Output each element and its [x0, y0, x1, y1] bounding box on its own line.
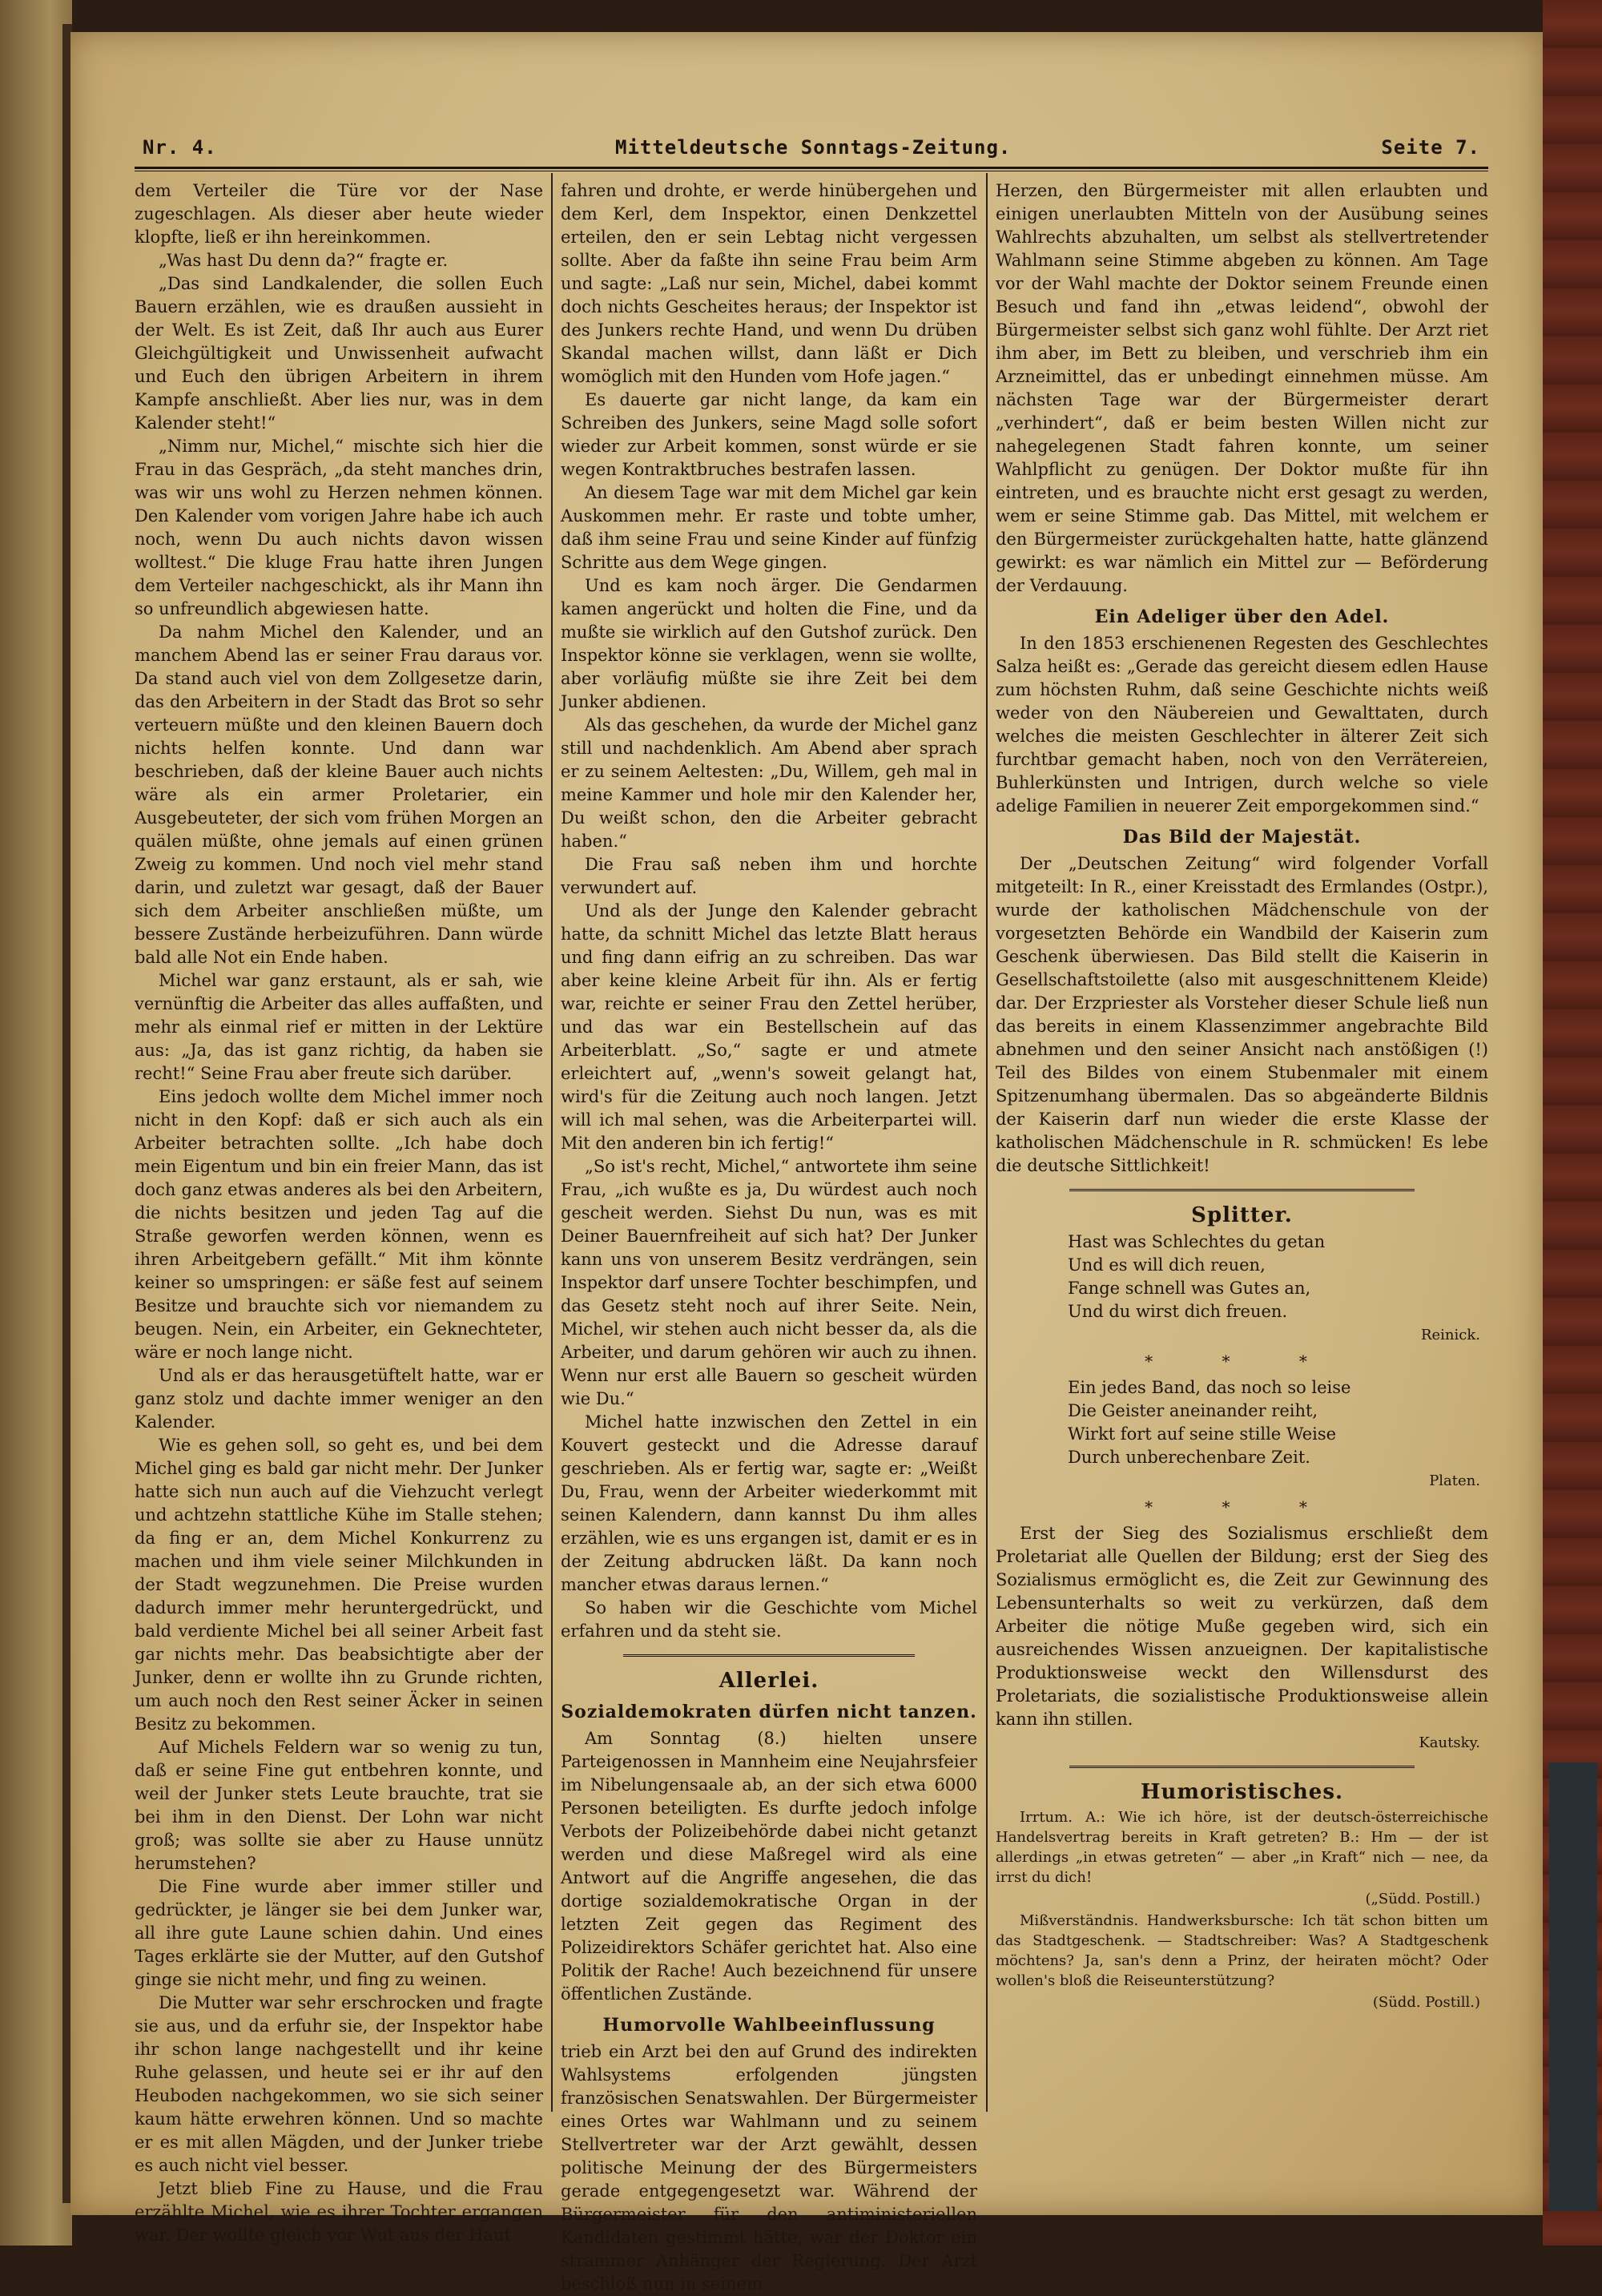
- section-separator: [1069, 1766, 1415, 1770]
- paragraph: An diesem Tage war mit dem Michel gar kein Auskommen mehr. Er raste und tobte umher, daß ihm seine Frau und seine Kinder auf fünfzig Schritte aus dem Wege gingen.: [561, 483, 977, 572]
- section-separator: [623, 1654, 915, 1658]
- paragraph: Die Fine wurde aber immer stiller und gedrückter, je länger sie bei dem Junker war, all ihre gute Laune schien dahin. Und eines Tages erklärte sie der Mutter, auf den Gutshof ginge sie nicht mehr, und fing zu weinen.: [135, 1877, 543, 1989]
- section-separator: [1069, 1189, 1415, 1193]
- poem-line: Hast was Schlechtes du getan: [1068, 1232, 1326, 1251]
- joke-source: (Südd. Postill.): [1372, 1994, 1480, 2011]
- joke-irrtum: Irrtum. A.: Wie ich höre, ist der deutsch-österreichische Handelsvertrag bereits in Kraft getreten? B.: Hm — der ist allerdings „in etwas getreten“ — aber „in Kraft“ nich — nee, da irrst du dich!: [996, 1809, 1488, 1886]
- column-rule-2: [986, 173, 988, 2112]
- article-title-majestaet: Das Bild der Majestät.: [1122, 827, 1362, 848]
- paragraph: Erst der Sieg des Sozialismus erschließt dem Proletariat alle Quellen der Bildung; erst der Sieg des Sozialismus ermöglicht es, die Zeit zur Gewinnung des Lebensunterhalts so weit zu verkürzen, daß dem Arbeiter die nötige Muße gegeben wird, sich ein ausreichendes Wissen anzueignen. Der kapitalistische Produktionsweise weckt den Willensdurst des Proletariats, die sozialistische Produktionsweise allein kann ihn stillen.: [996, 1524, 1488, 1729]
- poem-line: Und es will dich reuen,: [1068, 1255, 1266, 1275]
- paragraph: Die Frau saß neben ihm und horchte verwundert auf.: [561, 855, 977, 897]
- section-title-splitter: Splitter.: [1191, 1203, 1293, 1227]
- paragraph: Es dauerte gar nicht lange, da kam ein Schreiben des Junkers, seine Magd solle sofort wieder zur Arbeit kommen, sonst würde er sie wegen Kontraktbruches bestrafen lassen.: [561, 390, 977, 479]
- poem-platen: [996, 1376, 1488, 1469]
- paragraph: „So ist's recht, Michel,“ antwortete ihm seine Frau, „ich wußte es ja, Du würdest auch noch gescheit werden. Siehst Du nun, was es mit Deiner Bauernfreiheit auf sich hat? Der Junker kann uns von unserem Besitz verdrängen, sein Inspektor darf unsere Tochter beschimpfen, und das Gesetz steht noch auf ihrer Seite. Nein, Michel, wir stehen auch nicht besser da, als die Arbeiter, und darum gehören wir auch zu ihnen. Wenn nur erst alle Bauern so gescheit würden wie Du.“: [561, 1157, 977, 1408]
- paragraph: Am Sonntag (8.) hielten unsere Parteigenossen in Mannheim eine Neujahrsfeier im Nibelungensaale ab, an der sich etwa 6000 Personen beteiligten. Es durfte jedoch infolge Verbots der Polizeibehörde dabei nicht getanzt werden und diese Maßregel wird als eine Antwort auf die Angriffe angesehen, die das dortige sozialdemokratische Organ in der letzten Zeit gegen das Regiment des Polizeidirektors Schäfer gerichtet hat. Also eine Politik der Rache! Auch bezeichnend für unsere öffentlichen Zustände.: [561, 1729, 977, 2004]
- quote-author: Kautsky.: [1419, 1734, 1480, 1751]
- paragraph: Da nahm Michel den Kalender, und an manchem Abend las er seiner Frau daraus vor. Da stand auch viel von dem Zollgesetze darin, das den Arbeitern in der Stadt das Brot so sehr verteuern müßte und den kleinen Bauern doch nichts helfen konnte. Und dann war beschrieben, daß der kleine Bauer auch nichts wäre als ein armer Proletarier, ein Ausgebeuteter, der sich vom frühen Morgen an quälen müßte, ohne jemals auf einen grünen Zweig zu kommen. Und noch viel mehr stand darin, und zuletzt war gesagt, daß der Bauer sich dem Arbeiter anschließen müßte, um bessere Zustände herbeizuführen. Dann würde bald alle Not ein Ende haben.: [135, 622, 543, 967]
- paragraph: Und als er das herausgetüftelt hatte, war er ganz stolz und dachte immer weniger an den Kalender.: [135, 1366, 543, 1432]
- section-title-allerlei: Allerlei.: [718, 1669, 819, 1693]
- paragraph: Eins jedoch wollte dem Michel immer noch nicht in den Kopf: daß er sich auch als ein Arbeiter betrachten sollte. „Ich habe doch mein Eigentum und bin ein freier Mann, das ist doch ganz etwas anderes als bei den Arbeitern, die nichts besitzen und jeden Tag auf die Straße geworfen werden können, wenn es ihren Arbeitgebern gefällt.“ Mit ihm könnte keiner so umspringen: er säße fest auf seinem Besitze und brauchte sich vor niemandem zu beugen. Nein, ein Arbeiter, ein Geknechteter, wäre er noch lange nicht.: [135, 1087, 543, 1362]
- paragraph: Der „Deutschen Zeitung“ wird folgender Vorfall mitgeteilt: In R., einer Kreisstadt des Ermlandes (Ostpr.), wurde der katholischen Mädchenschule von der vorgesetzten Behörde ein Wandbild der Kaiserin zum Geschenk überwiesen. Das Bild stellt die Kaiserin in Gesellschaftstoilette (also mit ausgeschnittenem Kleide) dar. Der Erzpriester als Vorsteher dieser Schule ließ nun das bereits in einem Klassenzimmer angebrachte Bild abnehmen und den seiner Ansicht nach anstößigen (!) Teil des Bildes von einem Stubenmaler mit einem Spitzenumhang übermalen. Das so abgeänderte Bildnis der Kaiserin darf nun wieder die erste Klasse der katholischen Mädchenschule in R. schmücken! Es lebe die deutsche Sittlichkeit!: [996, 854, 1488, 1175]
- column-1: [135, 179, 543, 2247]
- paragraph: Als das geschehen, da wurde der Michel ganz still und nachdenklich. Am Abend aber sprach er zu seinem Aeltesten: „Du, Willem, geh mal in meine Kammer und hole mir den Kalender her, Du weißt schon, den die Arbeiter gebracht haben.“: [561, 715, 977, 851]
- paragraph: Auf Michels Feldern war so wenig zu tun, daß er seine Fine gut entbehren konnte, und weil der Junker stets Leute brauchte, trat sie bei ihm in den Dienst. Der Lohn war nicht groß; was sollte sie aber zu Hause unnütz herumstehen?: [135, 1738, 543, 1873]
- joke-missverstaendnis: Mißverständnis. Handwerksbursche: Ich tät schon bitten um das Stadtgeschenk. — Stadtschreiber: Was? A Stadtgeschenk möchtens? Ja, san's denn a Prinz, der heiraten möcht? Oder wollen's bloß die Reiseunterstützung?: [996, 1912, 1488, 1989]
- paragraph: So haben wir die Geschichte vom Michel erfahren und da steht sie.: [561, 1598, 977, 1641]
- poem-author: Reinick.: [1420, 1327, 1480, 1343]
- article-title-adel: Ein Adeliger über den Adel.: [1094, 606, 1390, 627]
- paragraph: Herzen, den Bürgermeister mit allen erlaubten und einigen unerlaubten Mitteln von der Ausübung seines Wahlrechts abzuhalten, um selbst als stellvertretender Wahlmann seine Stimme abgeben zu können. Am Tage vor der Wahl machte der Doktor seinem Freunde einen Besuch und fand ihn „etwas leidend“, obwohl der Bürgermeister selbst sich ganz wohl fühlte. Der Arzt riet ihm aber, im Bett zu bleiben, und verschrieb ihm ein Arzneimittel, das er unbedingt einnehmen müsse. Am nächsten Tage war der Bürgermeister derart „verhindert“, daß er beim besten Willen nicht zur nahegelegenen Stadt fahren konnte, um seiner Wahlpflicht zu genügen. Der Doktor mußte für ihn eintreten, und es brauchte nicht erst gesagt zu werden, wem er seine Stimme gab. Das Mittel, mit welchem er den Bürgermeister zurückgehalten hatte, hatte glänzend gewirkt: es war nämlich ein Mittel zur — Beförderung der Verdauung.: [996, 181, 1488, 595]
- poem-line: Ein jedes Band, das noch so leise: [1068, 1378, 1351, 1397]
- paragraph: Wie es gehen soll, so geht es, und bei dem Michel ging es bald gar nicht mehr. Der Junker hatte sich nun auch auf die Viehzucht verlegt und achtzehn stattliche Kühe im Stalle stehen; da fing er an, dem Michel Konkurrenz zu machen und ihm viele seiner Milchkunden in der Stadt wegzunehmen. Die Preise wurden dadurch immer mehr heruntergedrückt, und bald verdiente Michel bei all seiner Arbeit fast gar nichts mehr. Das beabsichtigte aber der Junker, denn er wollte ihn zu Grunde richten, um auch noch den Rest seiner Äcker in seinen Besitz zu bekommen.: [135, 1436, 543, 1734]
- paragraph: Und als der Junge den Kalender gebracht hatte, da schnitt Michel das letzte Blatt heraus und fing dann eifrig an zu schreiben. Das war aber keine kleine Arbeit für ihn. Als er fertig war, reichte er seiner Frau den Zettel herüber, und das war ein Bestellschein auf das Arbeiterblatt. „So,“ sagte er und atmete erleichtert auf, „wenn's soweit gelangt hat, wird's für die Zeitung auch noch langen. Jetzt will ich mal sehen, was die Arbeiterpartei will. Mit den anderen bin ich fertig!“: [561, 901, 977, 1153]
- paragraph: dem Verteiler die Türe vor der Nase zugeschlagen. Als dieser aber heute wieder klopfte, ließ er ihn hereinkommen.: [135, 181, 543, 247]
- poem-line: Fange schnell was Gutes an,: [1068, 1279, 1311, 1298]
- joke-source: („Südd. Postill.): [1365, 1891, 1480, 1907]
- previous-page-edge: [0, 0, 72, 2246]
- paragraph: „Nimm nur, Michel,“ mischte sich hier die Frau in das Gespräch, „da steht manches drin, was wir uns wohl zu Herzen nehmen können. Den Kalender vom vorigen Jahre habe ich auch noch, wenn Du auch nichts davon wissen wolltest.“ Die kluge Frau hatte ihren Jungen dem Verteiler nachgeschickt, als ihr Mann ihn so unfreundlich abgewiesen hatte.: [135, 437, 543, 618]
- poem-author: Platen.: [1429, 1472, 1480, 1489]
- asterism: * * *: [1145, 1351, 1339, 1371]
- poem-line: Durch unberechenbare Zeit.: [1068, 1448, 1310, 1467]
- paragraph: Die Mutter war sehr erschrocken und fragte sie aus, und da erfuhr sie, der Inspektor habe ihr schon lange nachgestellt und ihr keine Ruhe gelassen, und heute sei er ihr auf den Heuboden nachgekommen, wo sie sich seiner kaum hätte erwehren können. Und so machte er es mit allen Mägden, und der Junker triebe es auch nicht viel besser.: [135, 1993, 543, 2175]
- column-3: [996, 179, 1488, 2014]
- paragraph: „Was hast Du denn da?“ fragte er.: [159, 251, 449, 270]
- page-number: Seite 7.: [1381, 136, 1480, 159]
- header-rule: [135, 167, 1488, 171]
- article-title-sozialdemokraten: Sozialdemokraten dürfen nicht tanzen.: [561, 1702, 977, 1722]
- poem-line: Wirkt fort auf seine stille Weise: [1068, 1424, 1337, 1444]
- column-2: [561, 179, 977, 2296]
- newspaper-title: Mitteldeutsche Sonntags-Zeitung.: [615, 136, 1012, 159]
- paragraph: Und es kam noch ärger. Die Gendarmen kamen angerückt und holten die Fine, und da mußte sie wirklich auf den Gutshof zurück. Den Inspektor könne sie verklagen, wenn sie wollte, aber vorläufig müßte sie ihre Zeit bei dem Junker abdienen.: [561, 576, 977, 711]
- section-title-humor: Humoristisches.: [1140, 1780, 1344, 1804]
- paragraph: Jetzt blieb Fine zu Hause, und die Frau erzählte Michel, wie es ihrer Tochter ergangen war. Der wollte gleich vor Wut aus der Haut: [135, 2179, 543, 2245]
- column-rule-1: [551, 173, 553, 2112]
- paragraph: Michel hatte inzwischen den Zettel in ein Kouvert gesteckt und die Adresse darauf geschrieben. Als er fertig war, sagte er: „Weißt Du, Frau, wenn der Arbeiter wiederkommt mit seinen Kalendern, dann kannst Du ihm alles erzählen, wie es uns ergangen ist, damit er es in der Zeitung abdrucken läßt. Da kann noch mancher etwas daraus lernen.“: [561, 1412, 977, 1594]
- asterism: * * *: [1145, 1497, 1339, 1517]
- paragraph: fahren und drohte, er werde hinübergehen und dem Kerl, dem Inspektor, einen Denkzettel erteilen, den er sein Lebtag nicht vergessen sollte. Aber da faßte ihn seine Frau beim Arm und sagte: „Laß nur sein, Michel, dabei kommt doch nichts Gescheites heraus; der Inspektor ist des Junkers rechte Hand, und wenn Du drüben Skandal machen willst, dann läßt er Dich womöglich mit den Hunden vom Hofe jagen.“: [561, 181, 977, 386]
- article-title-wahlbeeinflussung: Humorvolle Wahlbeeinflussung: [602, 2015, 936, 2036]
- paragraph: trieb ein Arzt bei den auf Grund des indirekten Wahlsystems erfolgenden jüngsten französischen Senatswahlen. Der Bürgermeister eines Ortes war Wahlmann und zu seinem Stellvertreter war der Arzt gewählt, dessen politische Meinung der des Bürgermeisters gerade entgegengesetzt war. Während der Bürgermeister für den antiministeriellen Kandidaten gestimmt hätte, war der Doktor ein strammer Anhänger der Regierung. Der Arzt beschloß nun in seinem: [561, 2042, 977, 2294]
- poem-line: Und du wirst dich freuen.: [1068, 1302, 1288, 1321]
- issue-number: Nr. 4.: [143, 136, 217, 159]
- poem-line: Die Geister aneinander reiht,: [1068, 1401, 1318, 1420]
- binding-cloth: [1549, 1762, 1597, 2211]
- poem-reinick: [996, 1231, 1488, 1323]
- paragraph: In den 1853 erschienenen Regesten des Geschlechtes Salza heißt es: „Gerade das gereicht diesem edlen Hause zum höchsten Ruhm, daß seine Geschichte nichts weiß weder von den Näubereien und Gewalttaten, durch welches die meisten Geschlechter in älterer Zeit sich furchtbar gemacht haben, noch von den Verrätereien, Buhlerkünsten und Intrigen, durch welche so viele adelige Familien in neuerer Zeit emporgekommen sind.“: [996, 634, 1488, 816]
- paragraph: Michel war ganz erstaunt, als er sah, wie vernünftig die Arbeiter das alles auffaßten, und mehr als einmal rief er mitten in der Lektüre aus: „Ja, das ist ganz richtig, da haben sie recht!“ Seine Frau aber freute sich darüber.: [135, 971, 543, 1083]
- newspaper-page: [70, 32, 1543, 2294]
- paragraph: „Das sind Landkalender, die sollen Euch Bauern erzählen, wie es draußen aussieht in der Welt. Es ist Zeit, daß Ihr auch aus Eurer Gleichgültigkeit und Unwissenheit aufwacht und Euch den übrigen Arbeitern in ihrem Kampfe anschließt. Aber lies nur, was in dem Kalender steht!“: [135, 274, 543, 433]
